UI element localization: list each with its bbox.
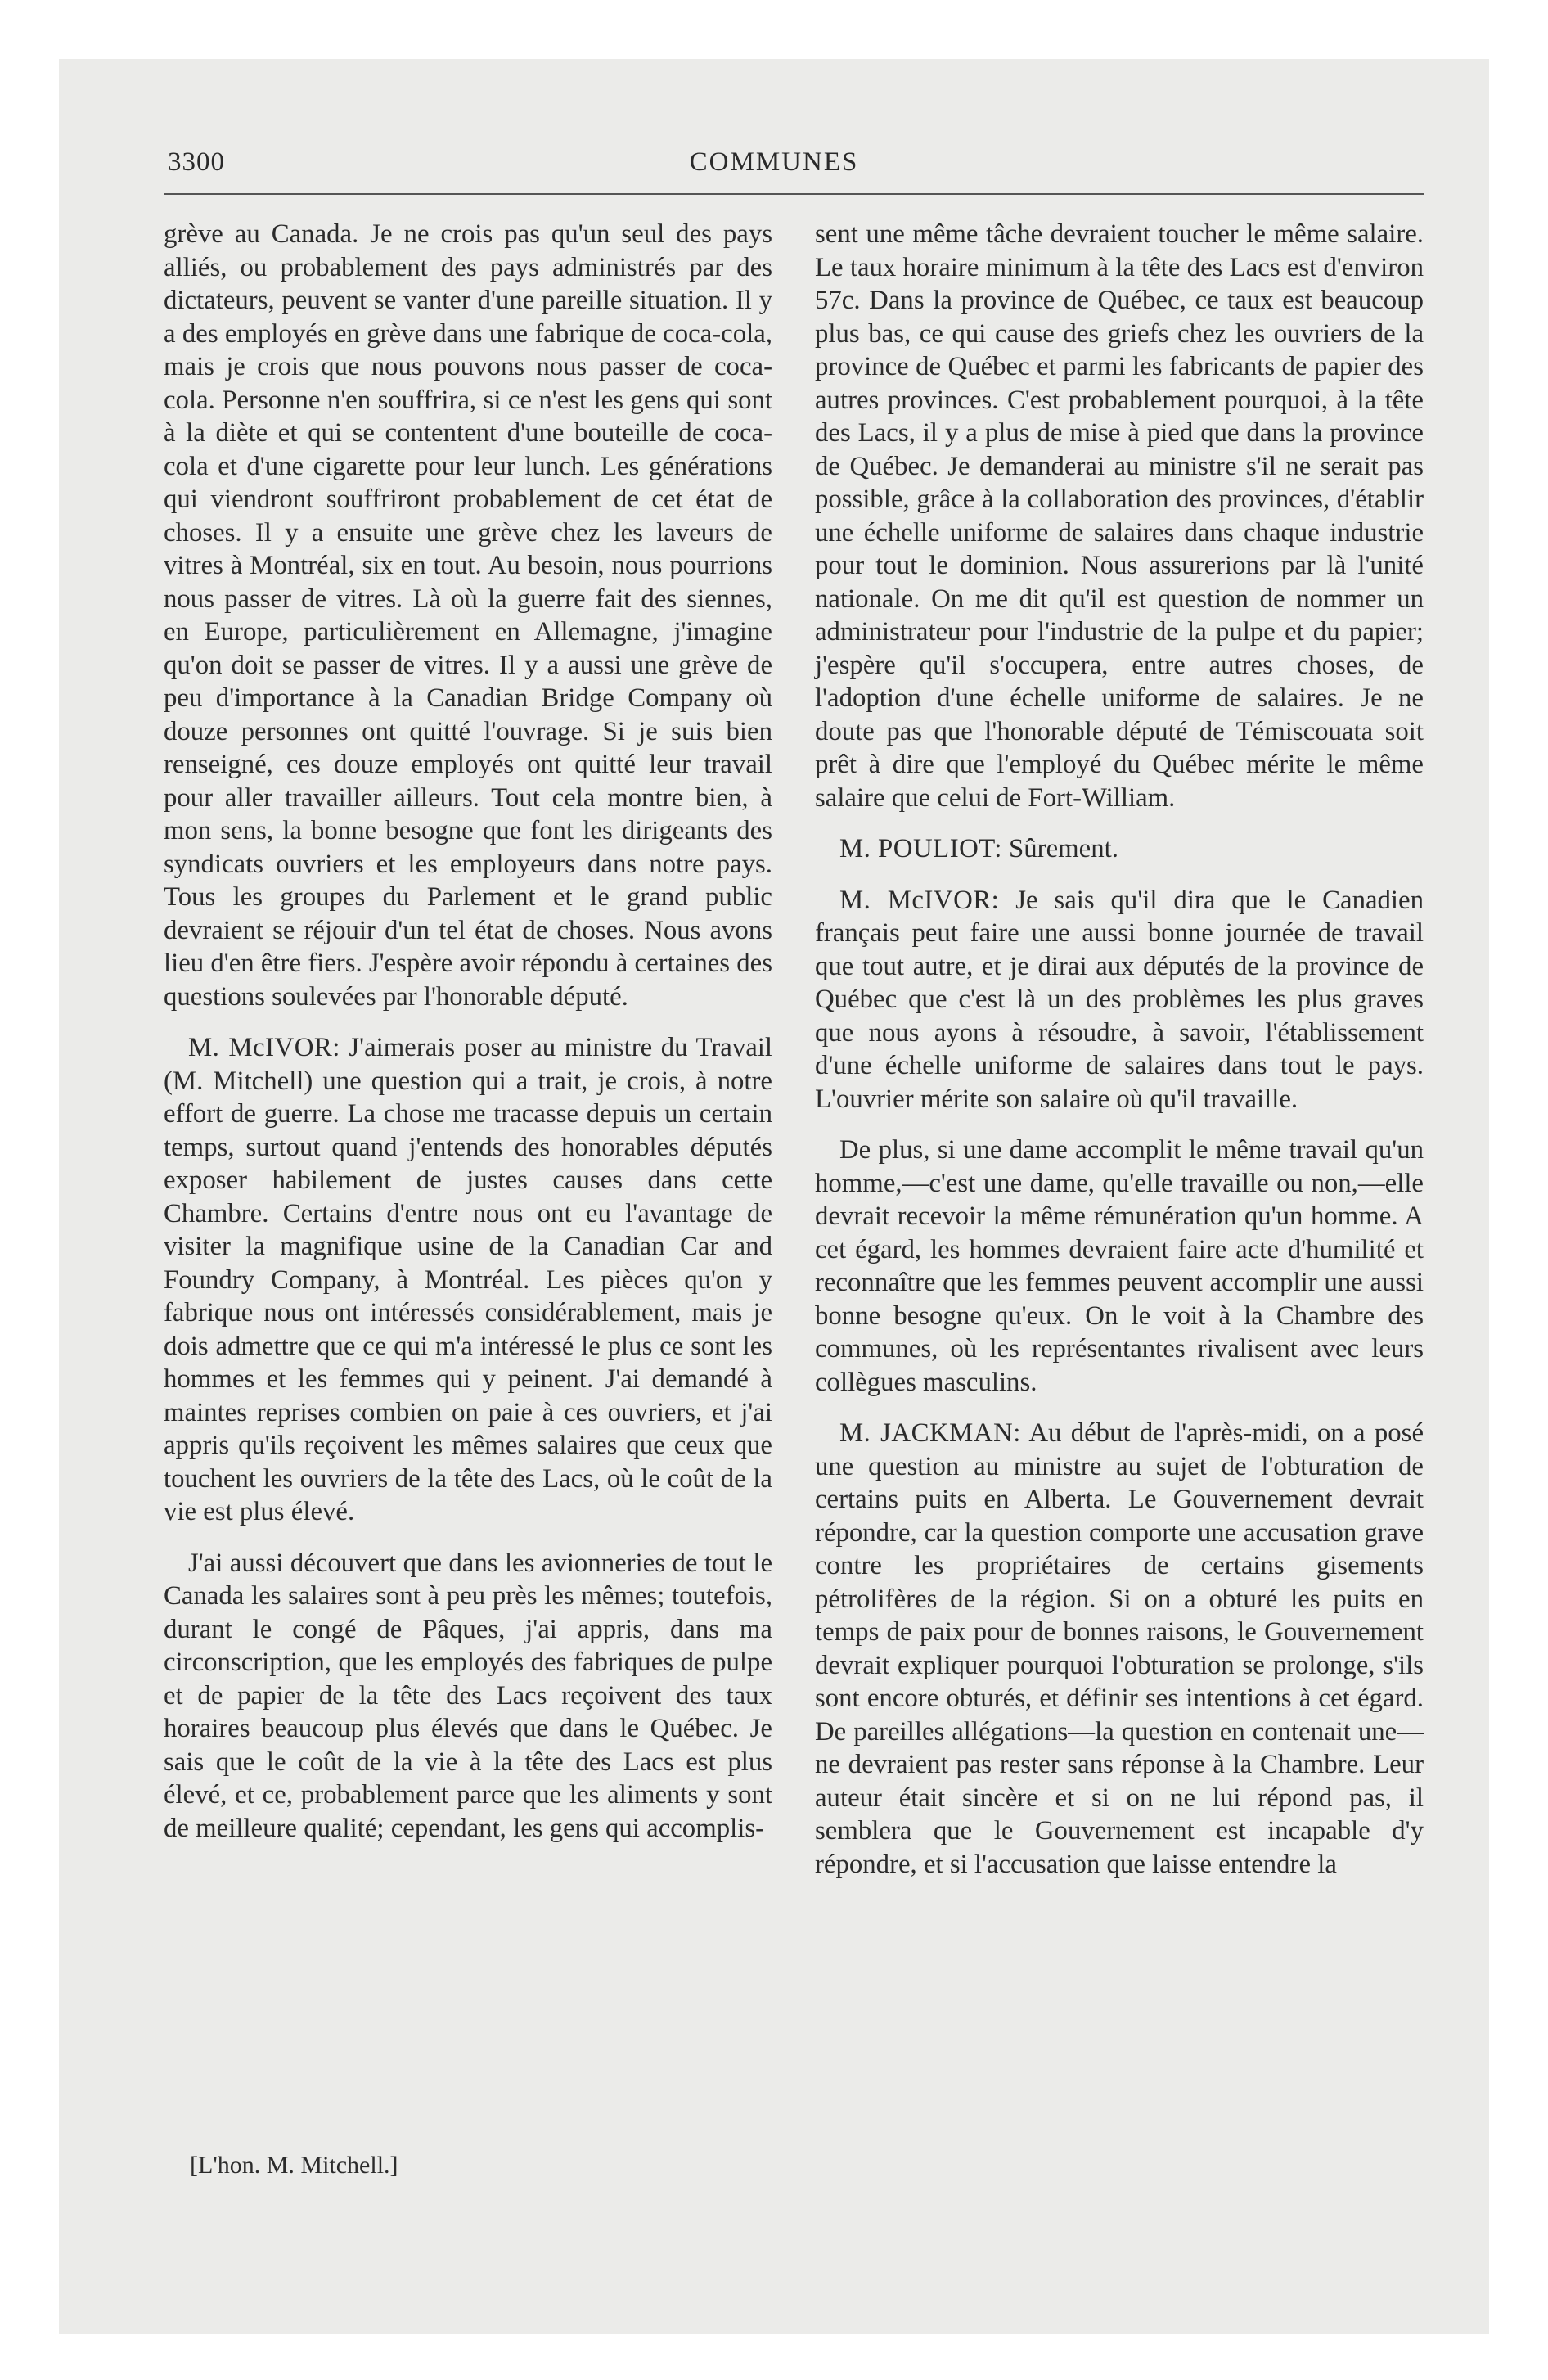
- paragraph: [815, 1417, 1424, 1881]
- paragraph: [164, 1031, 772, 1529]
- speech-text: J'aimerais poser au ministre du Travail (M. Mitchell) une question qui a trait, je crois, à notre effort de guerre. La chose me tracasse depuis un certain temps, surtout quand j'entends des honorables députés exposer habilement de justes causes dans cette Chambre. Certains d'entre nous ont eu l'avantage de visiter la magnifique usine de la Canadian Car and Foundry Company, à Montréal. Les pièces qu'on y fabrique nous ont intéressés considérablement, mais je dois admettre que ce qui m'a intéressé le plus ce sont les hommes et les femmes qui y peinent. J'ai demandé à maintes reprises combien on paie à ces ouvriers, et j'ai appris qu'ils reçoivent les mêmes salaires que ceux que touchent les ouvriers de la tête des Lacs, où le coût de la vie est plus élevé.: [164, 1033, 772, 1526]
- footer-attribution: [L'hon. M. Mitchell.]: [190, 2152, 398, 2179]
- speaker-name: M. POULIOT:: [839, 834, 1002, 863]
- paragraph: [815, 884, 1424, 1116]
- left-column: [164, 218, 772, 1863]
- paragraph: J'ai aussi découvert que dans les avionneries de tout le Canada les salaires sont à peu près les mêmes; toutefois, durant le congé de Pâques, j'ai appris, dans ma circonscription, que les employés des fabriques de pulpe et de papier de la tête des Lacs reçoivent des taux horaires beaucoup plus élevés que dans le Québec. Je sais que le coût de la vie à la tête des Lacs est plus élevé, et ce, probablement parce que les aliments y sont de meilleure qualité; cependant, les gens qui accomplis-: [164, 1548, 772, 1843]
- speech-text: Je sais qu'il dira que le Canadien français peut faire une aussi bonne journée de travail que tout autre, et je dirai aux députés de la province de Québec que c'est là un des problèmes les plus graves que nous ayons à résoudre, à savoir, l'établissement d'une échelle uniforme de salaires dans tout le pays. L'ouvrier mérite son salaire où qu'il travaille.: [815, 885, 1424, 1114]
- paragraph: De plus, si une dame accomplit le même travail qu'un homme,—c'est une dame, qu'elle travaille ou non,—elle devrait recevoir la même rémunération qu'un homme. A cet égard, les hommes devraient faire acte d'humilité et reconnaître que les femmes peuvent accomplir une aussi bonne besogne qu'eux. On le voit à la Chambre des communes, où les représentantes rivalisent avec leurs collègues masculins.: [815, 1135, 1424, 1397]
- speaker-name: M. McIVOR:: [188, 1033, 340, 1062]
- page-number: 3300: [168, 147, 225, 177]
- header-rule: [164, 193, 1424, 195]
- speech-text: Sûrement.: [1001, 834, 1118, 863]
- paragraph: [815, 832, 1424, 866]
- right-column: [815, 218, 1424, 1899]
- speech-text: Au début de l'après-midi, on a posé une question au ministre au sujet de l'obturation de certains puits en Alberta. Le Gouvernement devrait répondre, car la question comporte une accusation grave contre les propriétaires de certains gisements pétrolifères de la région. Si on a obturé les puits en temps de paix pour de bonnes raisons, le Gouvernement devrait expliquer pourquoi l'obturation se prolonge, s'ils sont encore obturés, et définir ses intentions à cet égard. De pareilles allégations—la question en contenait une—ne devraient pas rester sans réponse à la Chambre. Leur auteur était sincère et si on ne lui répond pas, il semblera que le Gouvernement est incapable d'y répondre, et si l'accusation que laisse entendre la: [815, 1418, 1424, 1879]
- speaker-name: M. JACKMAN:: [839, 1418, 1021, 1448]
- paragraph: sent une même tâche devraient toucher le même salaire. Le taux horaire minimum à la tête des Lacs est d'environ 57c. Dans la province de Québec, ce taux est beaucoup plus bas, ce qui cause des griefs chez les ouvriers de la province de Québec et parmi les fabricants de papier des autres provinces. C'est probablement pourquoi, à la tête des Lacs, il y a plus de mise à pied que dans la province de Québec. Je demanderai au ministre s'il ne serait pas possible, grâce à la collaboration des provinces, d'établir une échelle uniforme de salaires dans chaque industrie pour tout le dominion. Nous assurerions par là l'unité nationale. On me dit qu'il est question de nommer un administrateur pour l'industrie de la pulpe et du papier; j'espère qu'il s'occupera, entre autres choses, de l'adoption d'une échelle uniforme de salaires. Je ne doute pas que l'honorable député de Témiscouata soit prêt à dire que l'employé du Québec mérite le même salaire que celui de Fort-William.: [815, 219, 1424, 813]
- paragraph: grève au Canada. Je ne crois pas qu'un seul des pays alliés, ou probablement des pays administrés par des dictateurs, peuvent se vanter d'une pareille situation. Il y a des employés en grève dans une fabrique de coca-cola, mais je crois que nous pouvons nous passer de coca-cola. Personne n'en souffrira, si ce n'est les gens qui sont à la diète et qui se contentent d'une bouteille de coca-cola et d'une cigarette pour leur lunch. Les générations qui viendront souffriront probablement de cet état de choses. Il y a ensuite une grève chez les laveurs de vitres à Montréal, six en tout. Au besoin, nous pourrions nous passer de vitres. Là où la guerre fait des siennes, en Europe, particulièrement en Allemagne, j'imagine qu'on doit se passer de vitres. Il y a aussi une grève de peu d'importance à la Canadian Bridge Company où douze personnes ont quitté l'ouvrage. Si je suis bien renseigné, ces douze employés ont quitté leur travail pour aller travailler ailleurs. Tout cela montre bien, à mon sens, la bonne besogne que font les dirigeants des syndicats ouvriers et les employeurs dans notre pays. Tous les groupes du Parlement et le grand public devraient se réjouir d'un tel état de choses. Nous avons lieu d'en être fiers. J'espère avoir répondu à certaines des questions soulevées par l'honorable député.: [164, 219, 772, 1012]
- running-head: COMMUNES: [689, 147, 859, 177]
- speaker-name: M. McIVOR:: [839, 885, 1000, 915]
